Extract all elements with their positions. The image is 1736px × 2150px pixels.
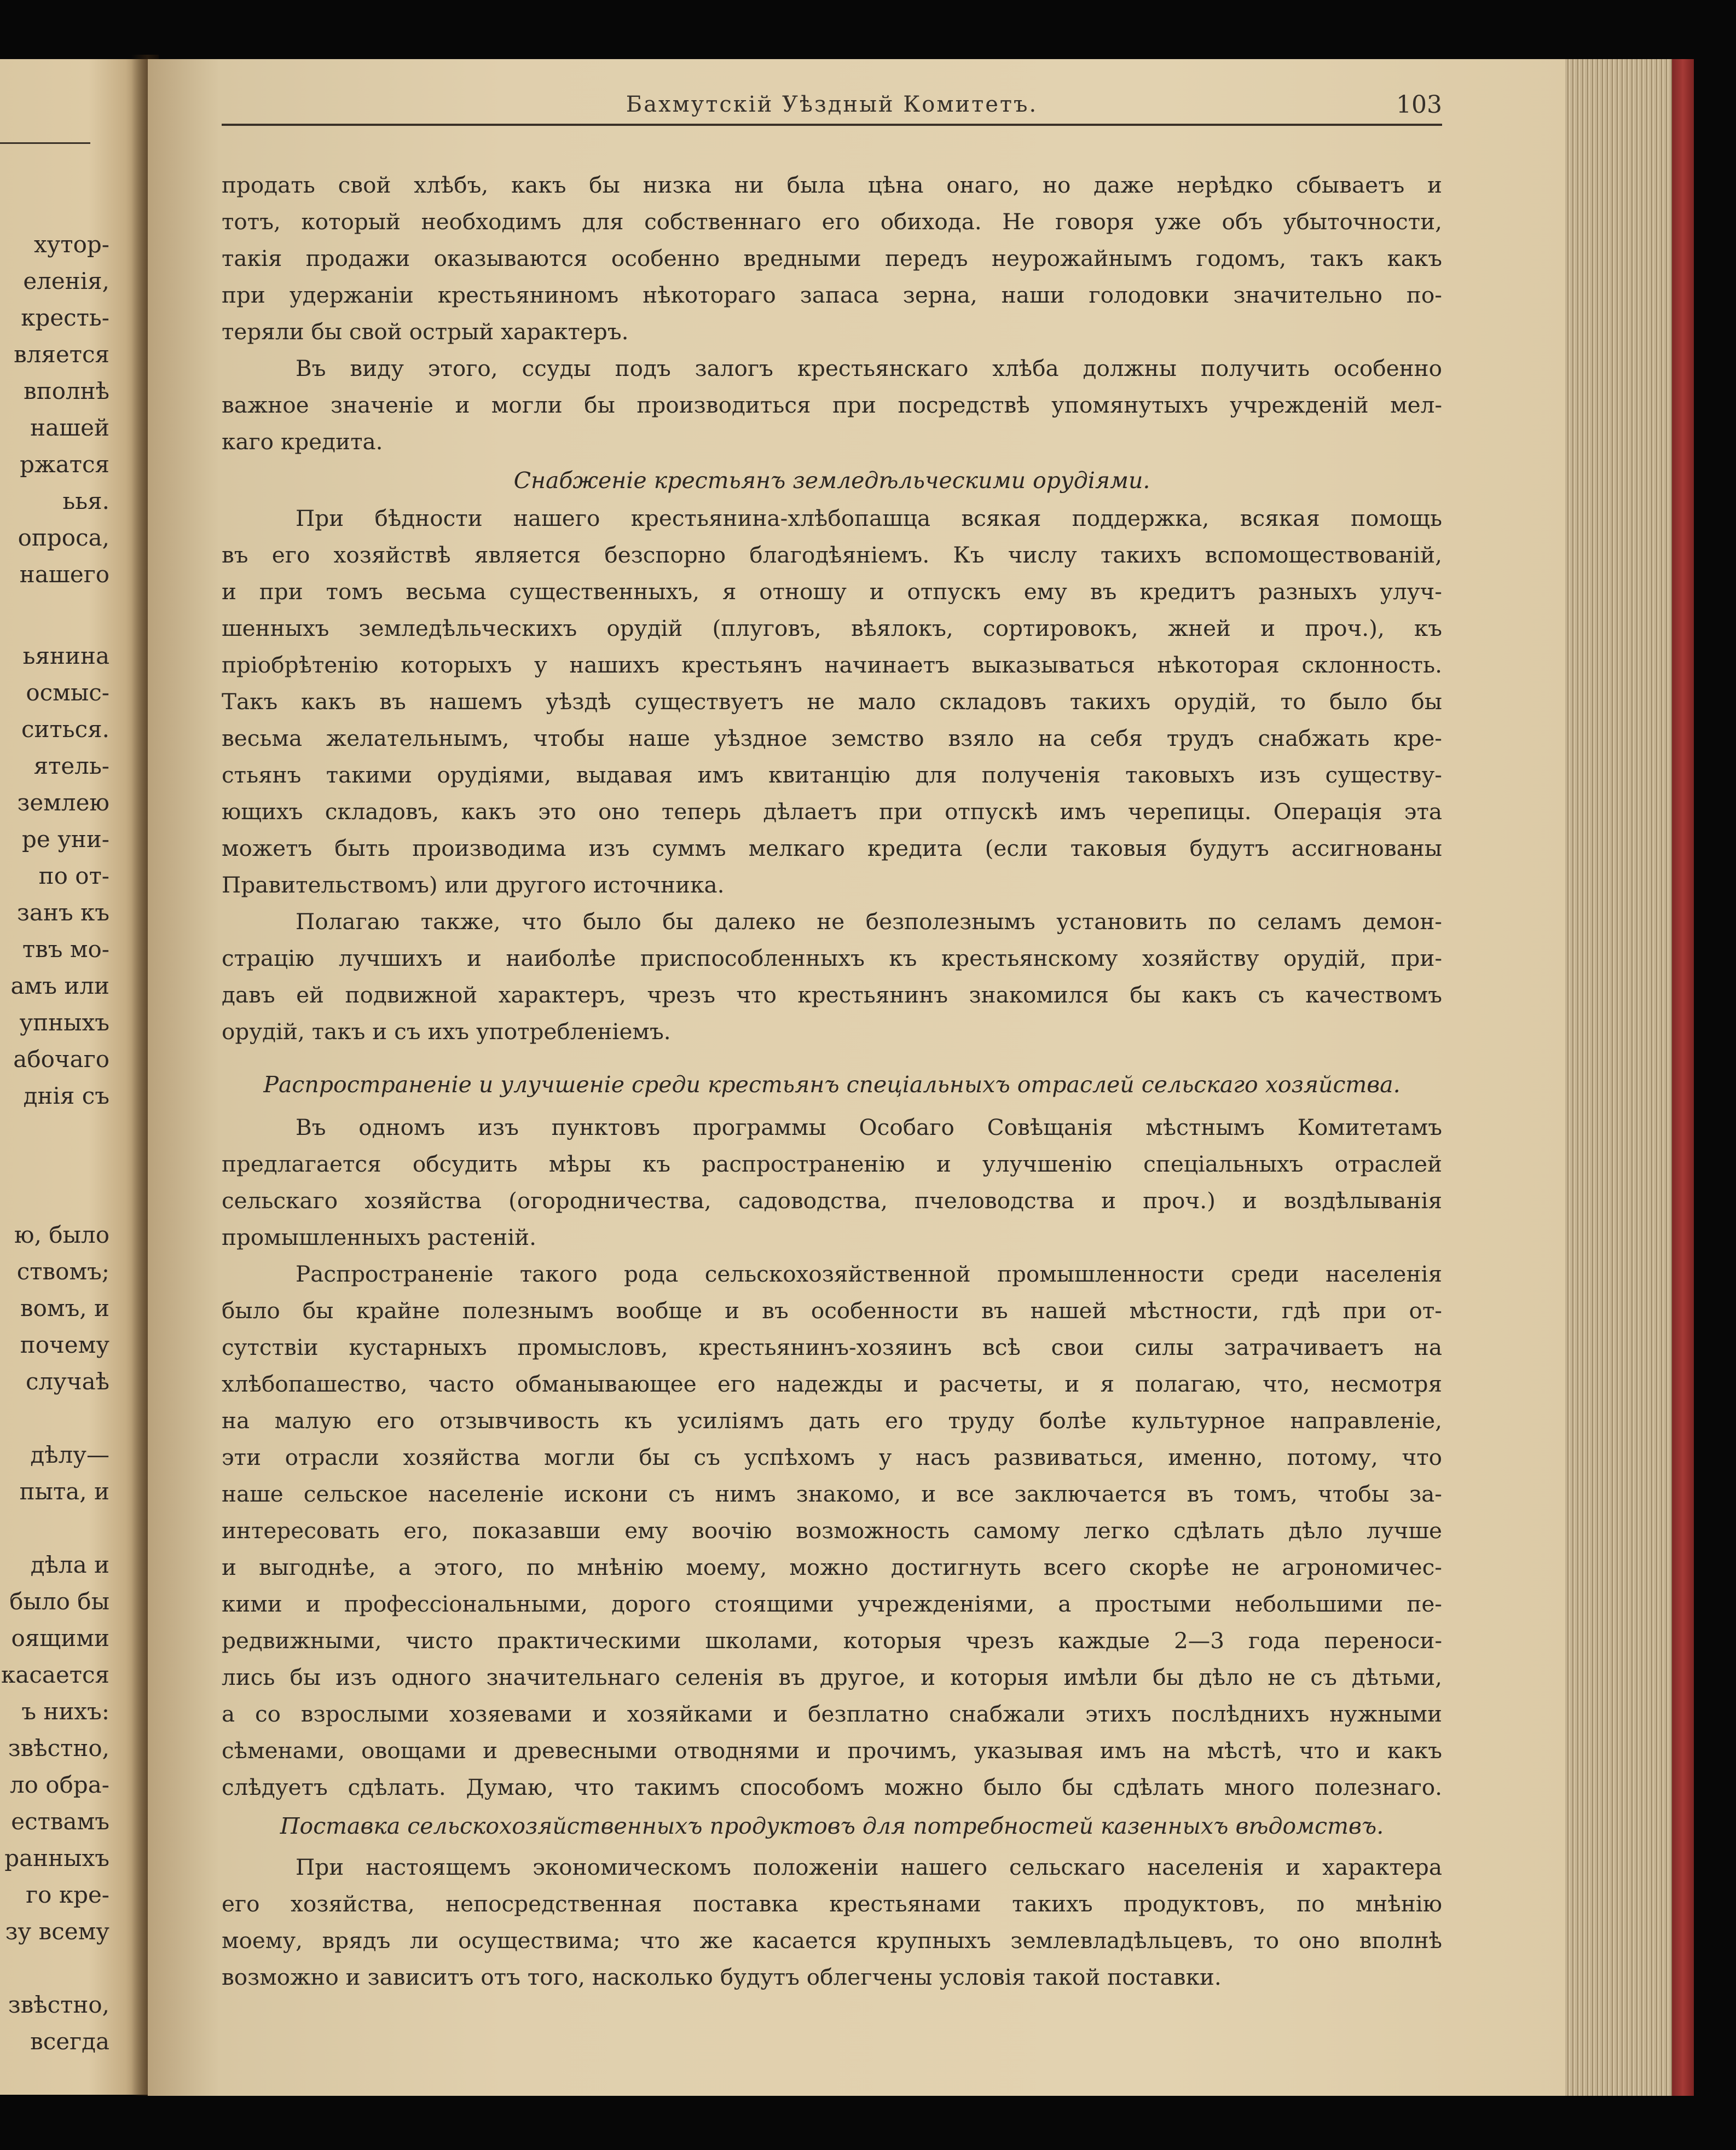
previous-page-line: опроса, [18,524,109,551]
previous-page-line: пыта, и [19,1478,109,1505]
previous-page-line: осмыс- [26,679,109,706]
previous-page-line: вполнѣ [24,378,109,404]
text-line: при удержаніи крестьяниномъ нѣкотораго запаса зерна, наши голодовки значительно по- [222,282,1442,308]
text-line: и выгоднѣе, а этого, по мнѣнію моему, можно достигнуть всего скорѣе не агрономичес- [222,1554,1442,1580]
previous-page-line: днія съ [23,1082,109,1109]
previous-page-line: ествамъ [11,1808,109,1835]
text-line: промышленныхъ растеній. [222,1224,537,1250]
previous-page-line: касается [1,1661,109,1688]
previous-page-line: занъ къ [17,899,109,926]
text-line: Въ одномъ изъ пунктовъ программы Особаго Совѣщанія мѣстнымъ Комитетамъ [296,1114,1442,1140]
previous-page-line: случаѣ [25,1368,109,1395]
text-line: а со взрослыми хозяевами и хозяйками и безплатно снабжали этихъ послѣднихъ нужными [222,1701,1442,1727]
previous-page-line: ло обра- [9,1771,109,1798]
text-line: сутствіи кустарныхъ промысловъ, крестьянинъ-хозяинъ всѣ свои силы затрачиваетъ на [222,1334,1442,1360]
text-line: сѣменами, овощами и древесными отводнями и прочимъ, указывая имъ на мѣстѣ, что и какъ [222,1737,1442,1764]
text-line: Такъ какъ въ нашемъ уѣздѣ существуетъ не мало складовъ такихъ орудій, то было бы [222,688,1442,715]
previous-page-line: ю, было [14,1221,109,1248]
text-line: При бѣдности нашего крестьянина-хлѣбопашца всякая поддержка, всякая помощь [296,505,1442,531]
previous-page-line: ре уни- [22,826,109,853]
text-line: предлагается обсудить мѣры къ распространенію и улучшенію спеціальныхъ отраслей [222,1151,1442,1177]
text-line: въ его хозяйствѣ является безспорно благодѣяніемъ. Къ числу такихъ вспомоществованій, [222,542,1442,568]
text-line: страцію лучшихъ и наиболѣе приспособленныхъ къ крестьянскому хозяйству орудій, при- [222,945,1442,971]
previous-page-line: по от- [38,862,109,889]
section-heading: Снабженіе крестьянъ земледѣльческими орудіями. [513,467,1150,494]
text-line: Правительствомъ) или другого источника. [222,872,725,898]
previous-page-line: ранныхъ [4,1845,109,1871]
text-line: теряли бы свой острый характеръ. [222,318,629,345]
page-edges [1565,59,1675,2096]
text-line: Полагаю также, что было бы далеко не безполезнымъ установить по селамъ демон- [296,908,1442,935]
text-line: каго кредита. [222,428,383,455]
section-heading: Поставка сельскохозяйственныхъ продуктовъ для потребностей казенныхъ вѣдомствъ. [280,1813,1384,1839]
previous-page-line: зу всему [5,1918,109,1945]
text-line: важное значеніе и могли бы производиться при посредствѣ упомянутыхъ учрежденій мел- [222,392,1442,418]
text-line: на малую его отзывчивость къ усиліямъ дать его труду болѣе культурное направленіе, [222,1407,1442,1434]
page-number: 103 [1396,91,1442,119]
previous-page-line: ьья. [62,488,109,514]
text-line: можетъ быть производима изъ суммъ мелкаго кредита (если таковыя будутъ ассигнованы [222,835,1442,861]
previous-page-line: еленія, [23,268,109,294]
previous-page-line: всегда [30,2028,109,2055]
text-line: эти отрасли хозяйства могли бы съ успѣхомъ у насъ развиваться, именно, потому, что [222,1444,1442,1470]
text-line: сельскаго хозяйства (огородничества, садоводства, пчеловодства и проч.) и воздѣлыванія [222,1187,1442,1214]
previous-page-line: ржатся [20,451,109,478]
previous-page-line: нашего [19,561,109,588]
text-line: стьянъ такими орудіями, выдавая имъ квитанцію для полученія таковыхъ изъ существу- [222,762,1442,788]
text-line: его хозяйства, непосредственная поставка крестьянами такихъ продуктовъ, по мнѣнію [222,1891,1442,1917]
text-line: слѣдуетъ сдѣлать. Думаю, что такимъ способомъ можно было бы сдѣлать много полезнаго. [222,1774,1442,1800]
text-line: продать свой хлѣбъ, какъ бы низка ни была цѣна онаго, но даже нерѣдко сбываетъ и [222,172,1442,198]
text-line: давъ ей подвижной характеръ, чрезъ что крестьянинъ знакомился бы какъ съ качествомъ [222,982,1442,1008]
previous-page-line: землею [17,789,109,816]
text-line: кими и профессіональными, дорого стоящими учрежденіями, а простыми небольшими пе- [222,1591,1442,1617]
text-line: хлѣбопашество, часто обманывающее его надежды и расчеты, и я полагаю, что, несмотря [222,1371,1442,1397]
text-line: весьма желательнымъ, чтобы наше уѣздное земство взяло на себя трудъ снабжать кре- [222,725,1442,751]
previous-page-line: ствомъ; [16,1258,109,1285]
previous-page-line: амъ или [10,972,109,999]
text-line: интересовать его, показавши ему воочію возможность самому легко сдѣлать дѣло лучше [222,1517,1442,1544]
previous-page-line: нашей [30,414,109,441]
text-line: шенныхъ земледѣльческихъ орудій (плуговъ, вѣялокъ, сортировокъ, жней и проч.), къ [222,615,1442,641]
text-line: ющихъ складовъ, какъ это оно теперь дѣлаетъ при отпускѣ имъ черепицы. Операція эта [222,798,1442,825]
previous-page-line: ьянина [22,642,109,669]
previous-page-line: почему [20,1331,109,1358]
text-line: тотъ, который необходимъ для собственнаго его обихода. Не говоря уже объ убыточности, [222,208,1442,235]
previous-page-line: ъ нихъ: [21,1698,109,1725]
previous-page-line: было бы [9,1588,109,1615]
previous-page-line: абочаго [13,1046,109,1073]
section-heading: Распространеніе и улучшеніе среди крестьянъ спеціальныхъ отраслей сельскаго хозяйства. [263,1071,1401,1098]
previous-page-line: хутор- [34,231,109,258]
text-line: было бы крайне полезнымъ вообще и въ особенности въ нашей мѣстности, гдѣ при от- [222,1297,1442,1324]
text-line: лись бы изъ одного значительнаго селенія въ другое, и которыя имѣли бы дѣло не съ дѣтьми, [222,1664,1442,1690]
text-line: моему, врядъ ли осуществима; что же касается крупныхъ землевладѣльцевъ, то оно вполнѣ [222,1927,1442,1954]
previous-page-line: упныхъ [19,1009,109,1036]
previous-page-line: твъ мо- [22,936,109,963]
previous-page-line: вомъ, и [20,1295,109,1322]
previous-page-line: дѣлу— [30,1441,109,1468]
running-head [222,86,1442,126]
book-cover-edge [1672,59,1694,2096]
previous-page-line: ятель- [33,752,109,779]
previous-page [0,59,148,2095]
previous-page-line: ситься. [21,716,109,743]
text-line: При настоящемъ экономическомъ положеніи нашего сельскаго населенія и характера [296,1854,1442,1880]
text-line: редвижными, чисто практическими школами, которыя чрезъ каждые 2—3 года переноси- [222,1627,1442,1654]
previous-page-line: звѣстно, [8,1735,109,1761]
previous-page-line: дѣла и [30,1551,109,1578]
text-line: и при томъ весьма существенныхъ, я отношу и отпускъ ему въ кредитъ разныхъ улуч- [222,578,1442,605]
previous-page-line: кресть- [21,304,109,331]
text-line: наше сельское населеніе искони съ нимъ знакомо, и все заключается въ томъ, чтобы за- [222,1481,1442,1507]
previous-page-line: го кре- [26,1881,109,1908]
previous-page-line: вляется [14,341,109,368]
text-line: пріобрѣтенію которыхъ у нашихъ крестьянъ начинаетъ выказываться нѣкоторая склонность. [222,652,1442,678]
previous-page-line: оящими [11,1625,109,1651]
text-line: такія продажи оказываются особенно вредными передъ неурожайнымъ годомъ, такъ какъ [222,245,1442,271]
text-line: Распространеніе такого рода сельскохозяйственной промышленности среди населенія [296,1261,1442,1287]
running-head-title: Бахмутскій Уѣздный Комитетъ. [626,92,1038,117]
text-line: Въ виду этого, ссуды подъ залогъ крестьянскаго хлѣба должны получить особенно [296,355,1442,381]
text-line: возможно и зависитъ отъ того, насколько будутъ облегчены условія такой поставки. [222,1964,1222,1990]
previous-page-rule [0,142,90,144]
previous-page-line: звѣстно, [8,1991,109,2018]
text-line: орудій, такъ и съ ихъ употребленіемъ. [222,1018,671,1045]
